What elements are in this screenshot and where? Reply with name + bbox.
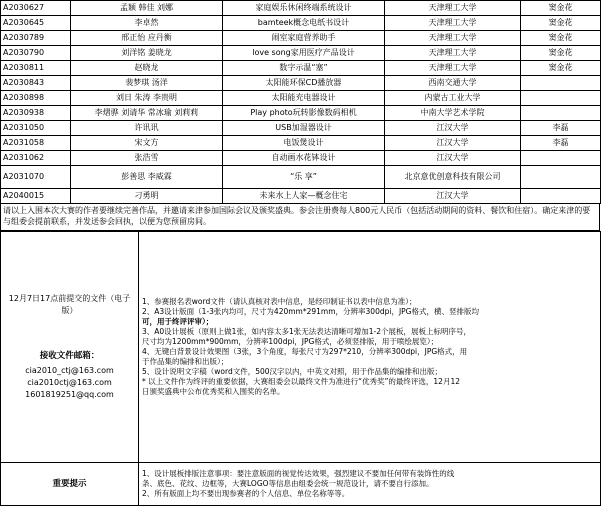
entry-authors: 彭善思 李威霖	[71, 166, 223, 189]
entry-id: A2040015	[1, 189, 71, 204]
table-row	[1, 136, 601, 151]
entry-title: 太阳能充电器设计	[223, 91, 385, 106]
entry-id: A2031058	[1, 136, 71, 151]
entry-title: 家庭娱乐休闲终端系统设计	[223, 1, 385, 16]
entry-title: “乐 享”	[223, 166, 385, 189]
entry-title: 电饭煲设计	[223, 136, 385, 151]
requirement-line: 5、设计说明文字稿（word文件，500汉字以内，中英文对照，用于作品集的编排和出版；	[142, 367, 443, 376]
table-row	[1, 151, 601, 166]
entry-advisor: 李磊	[521, 136, 601, 151]
entry-id: A2031062	[1, 151, 71, 166]
entry-title: bamteek概念电纸书设计	[223, 16, 385, 31]
participation-notice: 请以上入围本次大赛的作者要继续完善作品，并邀请来津参加国际会议及颁奖盛典。参会注册费每人800元人民币（包括活动期间的资料、餐饮和住宿）。确定来津的要与组委会提前联系，并发送参会回执，以便为您预留房间。	[0, 204, 600, 231]
table-row	[1, 16, 601, 31]
email-address: cia2010_ctj@163.com	[25, 366, 114, 375]
entry-advisor: 李磊	[521, 121, 601, 136]
entry-school: 江汉大学	[385, 121, 521, 136]
submission-deadline: 12月7日17点前提交的文件（电子版）	[8, 294, 131, 315]
requirement-line: 3、A0设计展板（原则上做1张，如内容太多1张无法表达清晰可增加1-2个展板，展板上标明序号，	[142, 327, 471, 336]
entries-table	[0, 0, 601, 204]
entry-school: 中南大学艺术学院	[385, 106, 521, 121]
entry-id: A2030811	[1, 61, 71, 76]
requirement-line: 于作品集的编排和出版）；	[142, 357, 229, 366]
important-line: 1、设计展板排版注意事项：要注意版面的视觉传达效果，强烈建议不要加任何带有装饰性的线	[142, 469, 455, 478]
entry-school: 天津理工大学	[385, 1, 521, 16]
entry-advisor	[521, 151, 601, 166]
entry-advisor	[521, 76, 601, 91]
entries-table-body	[1, 1, 601, 204]
submission-table	[0, 231, 601, 506]
requirements-cell	[139, 232, 601, 463]
requirement-line: 可，用于终评评审）；	[142, 317, 214, 326]
table-row	[1, 46, 601, 61]
entry-authors: 孟颖 韩佳 刘娜	[71, 1, 223, 16]
submission-left-cell	[1, 232, 139, 463]
entry-school: 西南交通大学	[385, 76, 521, 91]
important-cell	[139, 463, 601, 506]
entry-authors: 赵晓龙	[71, 61, 223, 76]
email-address: 1601819251@qq.com	[25, 390, 114, 399]
entry-authors: 刘洋铭 姜晓龙	[71, 46, 223, 61]
entry-title: 数字示温“塞”	[223, 61, 385, 76]
entry-title: love song家用医疗产品设计	[223, 46, 385, 61]
table-row	[1, 91, 601, 106]
entry-authors: 许讯讯	[71, 121, 223, 136]
entry-school: 江汉大学	[385, 151, 521, 166]
entry-authors: 邢正怡 应丹衡	[71, 31, 223, 46]
table-row	[1, 1, 601, 16]
submission-row	[1, 232, 601, 463]
entry-id: A2030938	[1, 106, 71, 121]
entry-school: 天津理工大学	[385, 31, 521, 46]
requirement-line: * 以上文件作为终评的重要依据，大赛组委会以最终文件为准进行“优秀奖”的最终评选，12月12	[142, 377, 460, 386]
entry-id: A2030898	[1, 91, 71, 106]
entry-advisor: 窦金花	[521, 31, 601, 46]
requirement-line: 1、参赛报名表word文件（请认真核对表中信息，是经印制证书以表中信息为准）；	[142, 297, 417, 306]
entry-authors: 李卓然	[71, 16, 223, 31]
table-row	[1, 166, 601, 189]
entry-id: A2030627	[1, 1, 71, 16]
entry-title: 闹室家庭营养助手	[223, 31, 385, 46]
entry-school: 天津理工大学	[385, 61, 521, 76]
entry-authors: 张浩雪	[71, 151, 223, 166]
table-row	[1, 61, 601, 76]
table-row	[1, 121, 601, 136]
entry-school: 北京意优创意科技有限公司	[385, 166, 521, 189]
entry-advisor: 窦金花	[521, 16, 601, 31]
important-line: 条、底色、花纹、边框等，大赛LOGO等信息由组委会统一规范设计，请不要自行添加。	[142, 479, 434, 488]
entry-authors: 刘日 朱涛 李贵明	[71, 91, 223, 106]
entry-title: Play photo玩转影像数码相机	[223, 106, 385, 121]
entry-advisor	[521, 189, 601, 204]
entry-school: 天津理工大学	[385, 16, 521, 31]
entry-id: A2031070	[1, 166, 71, 189]
entry-id: A2031050	[1, 121, 71, 136]
entry-advisor	[521, 106, 601, 121]
entry-title: 自动画水花钵设计	[223, 151, 385, 166]
entry-id: A2030789	[1, 31, 71, 46]
entry-advisor: 窦金花	[521, 61, 601, 76]
entry-authors: 宋文方	[71, 136, 223, 151]
entry-advisor: 窦金花	[521, 1, 601, 16]
entry-authors: 裴梦琪 汤洋	[71, 76, 223, 91]
entry-advisor	[521, 91, 601, 106]
table-row	[1, 106, 601, 121]
entry-title: 太阳能环保CD播放器	[223, 76, 385, 91]
table-row	[1, 189, 601, 204]
entry-authors: 李熠骅 刘请华 常冰瑜 刘莉莉	[71, 106, 223, 121]
requirement-line: 4、无键白背景设计效果图（3张，3个角度，每张尺寸为297*210，分辨率300dpi，JPG格式，用	[142, 347, 468, 356]
important-line: 2、所有版面上均不要出现参赛者的个人信息、单位名称等等。	[142, 489, 350, 498]
entry-school: 天津理工大学	[385, 46, 521, 61]
entry-advisor: 窦金花	[521, 46, 601, 61]
entry-school: 江汉大学	[385, 189, 521, 204]
entry-school: 江汉大学	[385, 136, 521, 151]
entry-id: A2030843	[1, 76, 71, 91]
email-address: cia2010ctj@163.com	[27, 378, 112, 387]
requirement-line: 2、A3设计版面（1-3张内均可，尺寸为420mm*291mm，分辨率300dpi，JPG格式，横、竖排版均	[142, 307, 479, 316]
entry-id: A2030790	[1, 46, 71, 61]
important-label: 重要提示	[1, 463, 139, 506]
requirement-line: 日颁奖盛典中公布优秀奖和入围奖的名单。	[142, 387, 285, 396]
entry-authors: 刁勇明	[71, 189, 223, 204]
entry-advisor	[521, 166, 601, 189]
requirement-line: 尺寸均为1200mm*900mm，分辨率100dpi，JPG格式，必须竖排版，用于喷绘展览）；	[142, 337, 439, 346]
entry-id: A2030645	[1, 16, 71, 31]
entry-title: USB加湿器设计	[223, 121, 385, 136]
table-row	[1, 31, 601, 46]
receive-email-label: 接收文件邮箱：	[39, 351, 100, 361]
important-row	[1, 463, 601, 506]
entry-title: 未来水上人家—概念住宅	[223, 189, 385, 204]
table-row	[1, 76, 601, 91]
entry-school: 内蒙古工业大学	[385, 91, 521, 106]
